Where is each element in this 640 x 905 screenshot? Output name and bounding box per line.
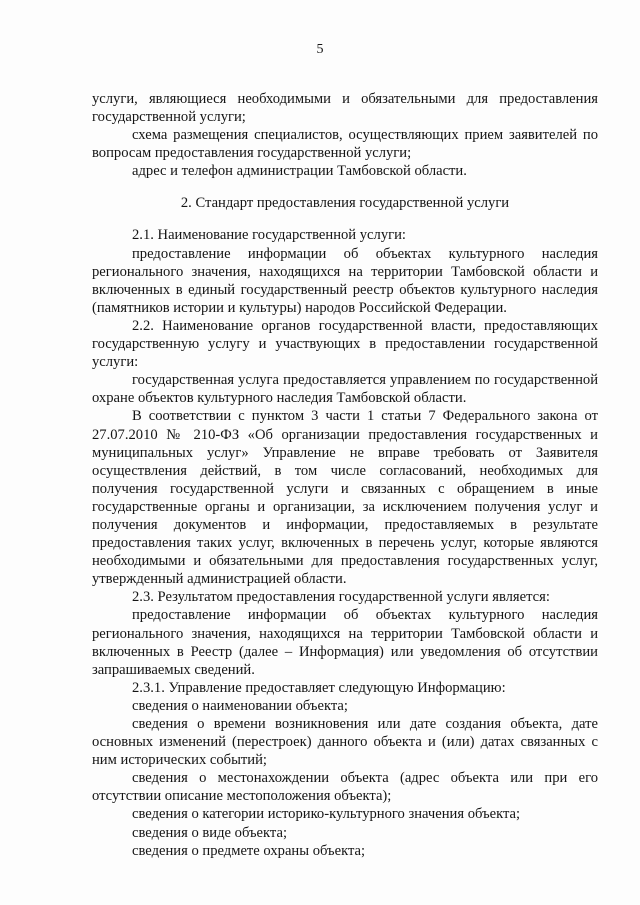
paragraph: 2.1. Наименование государственной услуги: xyxy=(132,227,406,244)
list-item: сведения о предмете охраны объекта; xyxy=(132,842,366,859)
paragraph: 2.2. Наименование органов государственной власти, предоставляющих государственную услугу и участвующих в предоставлении государственной услуги: xyxy=(92,317,598,371)
list-item: сведения о местонахождении объекта (адрес объекта или при его отсутствии описание местоположения объекта); xyxy=(92,770,598,805)
paragraph: предоставление информации об объектах культурного наследия регионального значения, находящихся на территории Тамбовской области и включенных в единый государственный реестр объектов культурного наследия (памятников истории и культуры) народов Российской Федерации. xyxy=(92,245,598,316)
section-heading: 2. Стандарт предоставления государственной услуги xyxy=(180,195,510,212)
list-item: сведения о наименовании объекта; xyxy=(132,697,348,714)
page-number: 5 xyxy=(316,42,324,57)
paragraph: 2.3. Результатом предоставления государственной услуги является: xyxy=(132,589,550,606)
list-item: сведения о времени возникновения или дате создания объекта, дате основных изменений (перестроек) данного объекта и (или) датах связанных с ним исторических событий; xyxy=(92,716,598,769)
paragraph: схема размещения специалистов, осуществляющих прием заявителей по вопросам предоставления государственной услуги; xyxy=(92,127,598,162)
paragraph: предоставление информации об объектах культурного наследия регионального значения, находящихся на территории Тамбовской области и включенных в Реестр (далее – Информация) или уведомления об отсутствии запрашиваемых сведений. xyxy=(92,607,598,678)
paragraph: 2.3.1. Управление предоставляет следующую Информацию: xyxy=(132,679,506,696)
list-item: сведения о виде объекта; xyxy=(132,824,288,841)
paragraph: государственная услуга предоставляется управлением по государственной охране объектов культурного наследия Тамбовской области. xyxy=(92,372,598,407)
paragraph: услуги, являющиеся необходимыми и обязательными для предоставления государственной услуги; xyxy=(92,91,598,126)
document-body xyxy=(92,90,598,860)
paragraph: В соответствии с пунктом 3 части 1 статьи 7 Федерального закона от 27.07.2010 № 210-ФЗ «Об организации предоставления государственных и муниципальных услуг» Управление не вправе требовать от Заявителя осуществления действий, в том числе согласований, необходимых для получения государственной услуги и связанных с обращением в иные государственные органы и организации, за исключением получения услуг и получения документов и информации, предоставляемых в результате предоставления таких услуг, включенных в перечень услуг, которые являются необходимыми и обязательными для предоставления государственных услуг, утвержденный администрацией области. xyxy=(92,408,598,588)
paragraph: адрес и телефон администрации Тамбовской области. xyxy=(132,163,467,180)
list-item: сведения о категории историко-культурного значения объекта; xyxy=(132,806,521,823)
